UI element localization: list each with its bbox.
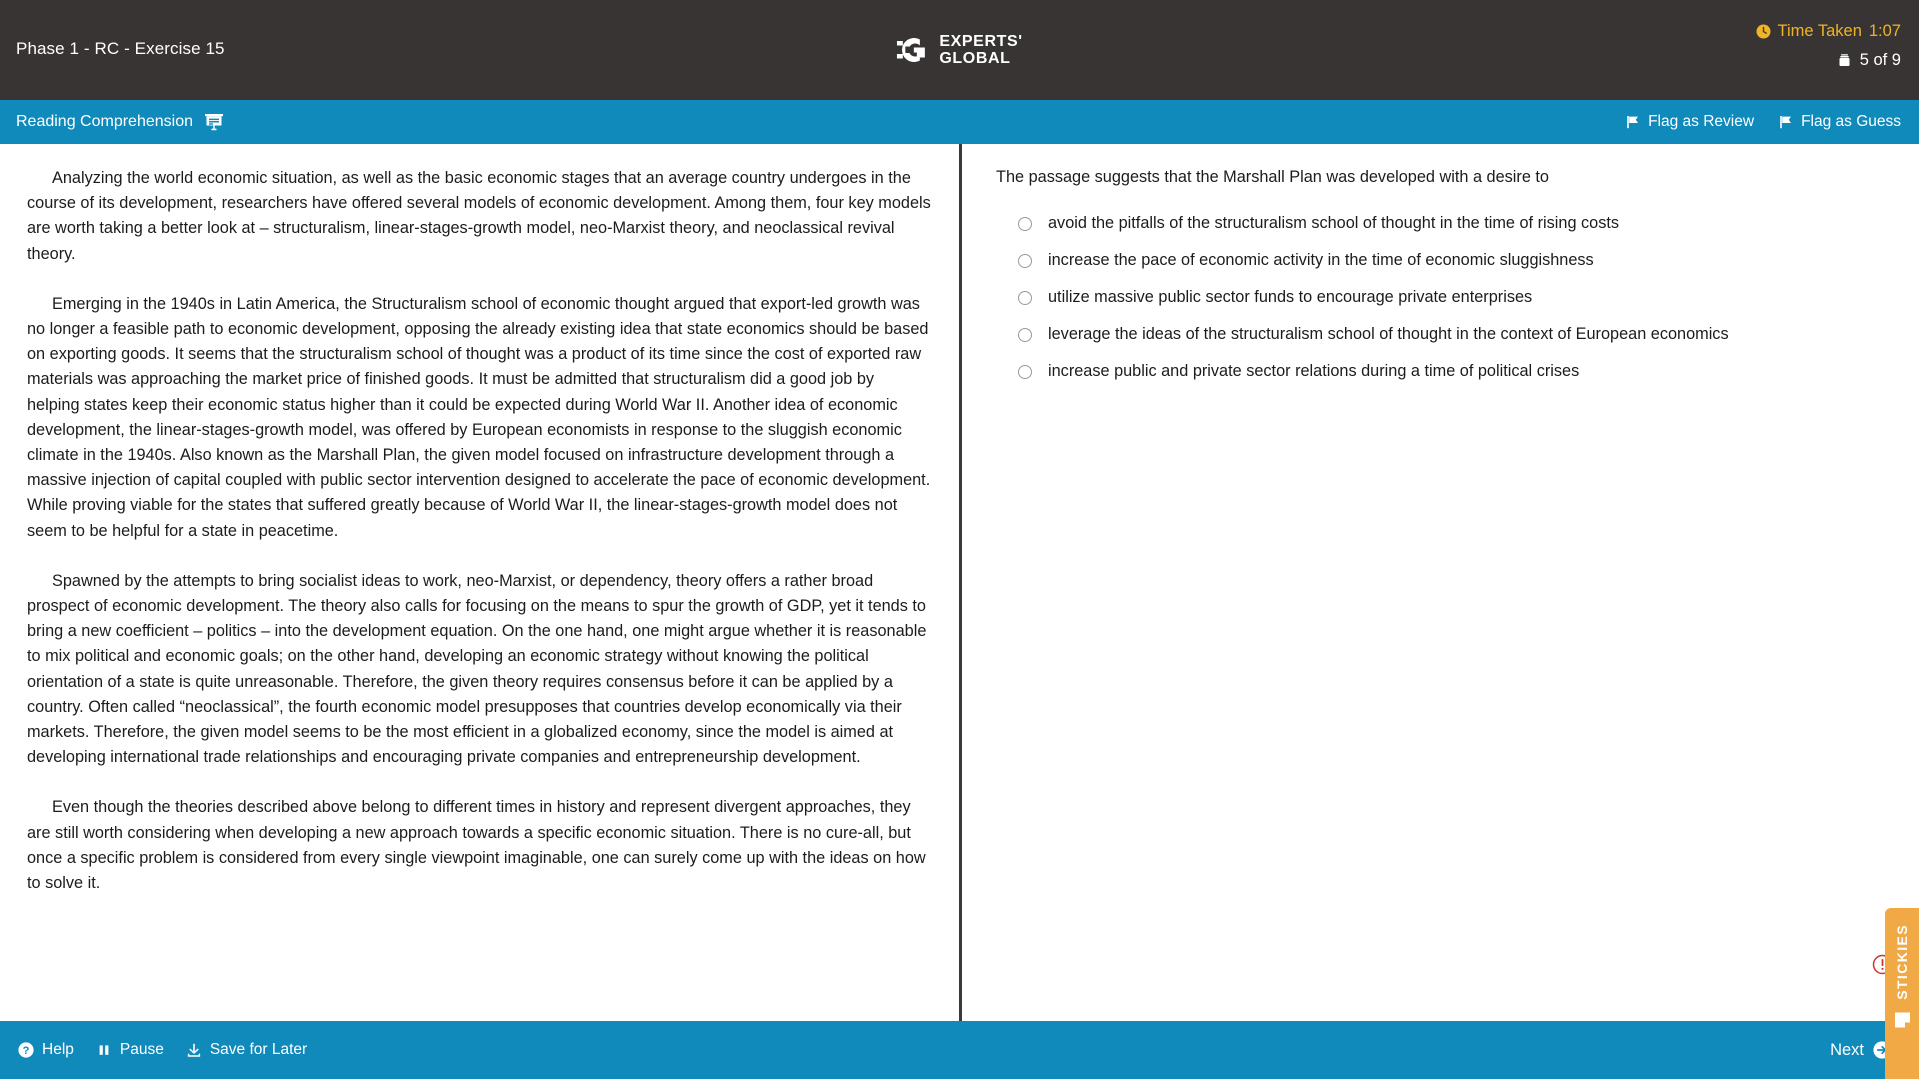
download-icon	[186, 1042, 202, 1058]
answer-option-label: increase the pace of economic activity in the time of economic sluggishness	[1048, 251, 1594, 269]
stickies-tab[interactable]	[1885, 908, 1919, 1079]
passage-paragraph: Spawned by the attempts to bring socialist ideas to work, neo-Marxist, or dependency, theory offers a rather broad prospect of economic development. The theory also calls for focusing on the means to spur the growth of GDP, yet it tends to bring a new coefficient – politics – into the development equation. On the one hand, one might argue whether it is reasonable to mix political and economic goals; on the other hand, developing an economic strategy without knowing the political orientation of a state is quite unreasonable. Therefore, the given theory requires consensus before it can be applied by a country. Often called “neoclassical”, the fourth economic model presupposes that countries develop economically via their markets. Therefore, the given model seems to be the most efficient in a globalized economy, since the model is aimed at developing international trade relationships and encouraging private companies and entrepreneurship development.	[27, 571, 927, 767]
brand-logo	[896, 33, 1022, 67]
radio-button[interactable]	[1018, 328, 1032, 342]
brand-line-2: GLOBAL	[939, 50, 1011, 67]
save-for-later-label: Save for Later	[209, 1041, 308, 1058]
radio-button[interactable]	[1018, 217, 1032, 231]
sticky-note-icon	[1893, 1010, 1912, 1029]
brand-line-1: EXPERTS'	[939, 33, 1023, 50]
flag-icon	[1779, 115, 1793, 129]
answer-option-label: utilize massive public sector funds to encourage private enterprises	[1048, 288, 1533, 306]
radio-button[interactable]	[1018, 291, 1032, 305]
passage-pane	[0, 144, 959, 1021]
help-label: Help	[42, 1041, 74, 1058]
svg-text:?: ?	[22, 1045, 30, 1057]
question-counter-value: 5 of 9	[1859, 51, 1901, 69]
presentation-board-icon[interactable]	[204, 113, 224, 131]
pause-icon	[96, 1042, 112, 1058]
flag-as-review-label: Flag as Review	[1648, 113, 1755, 130]
flag-as-review-button[interactable]	[1626, 113, 1754, 131]
pause-label: Pause	[119, 1041, 164, 1058]
experts-global-logo-icon	[896, 33, 930, 67]
clock-icon	[1756, 24, 1771, 39]
passage-paragraph: Even though the theories described above belong to different times in history and represent divergent approaches, they are still worth considering when developing a new approach towards a specific economic situation. There is no cure-all, but once a specific problem is considered from every single viewpoint imaginable, one can surely come up with the ideas on how to solve it.	[27, 798, 926, 893]
answer-option[interactable]	[996, 322, 1889, 347]
flag-as-guess-label: Flag as Guess	[1801, 113, 1901, 130]
flag-as-guess-button[interactable]	[1779, 113, 1901, 131]
section-identity	[16, 113, 224, 131]
section-label: Reading Comprehension	[16, 113, 193, 130]
flag-actions	[1626, 113, 1901, 131]
answer-options-list	[996, 211, 1889, 384]
passage-paragraph: Analyzing the world economic situation, as well as the basic economic stages that an average country undergoes in the course of its development, researchers have offered several models of economic development. Among them, four key models are worth taking a better look at – structuralism, linear-stages-growth model, neo-Marxist theory, and neoclassical revival theory.	[27, 169, 931, 263]
stickies-label: STICKIES	[1894, 924, 1910, 1000]
answer-option-label: increase public and private sector relations during a time of political crises	[1048, 362, 1580, 380]
answer-option[interactable]	[996, 248, 1889, 273]
bottom-bar	[0, 1021, 1919, 1079]
timer-panel	[1756, 22, 1902, 70]
help-button[interactable]	[18, 1041, 74, 1059]
answer-option[interactable]	[996, 211, 1889, 236]
save-for-later-button[interactable]	[186, 1041, 307, 1059]
question-counter	[1756, 51, 1902, 70]
next-label: Next	[1830, 1040, 1864, 1059]
time-taken-value: 1:07	[1868, 22, 1901, 40]
time-taken	[1756, 22, 1902, 41]
brand-wordmark	[939, 33, 1022, 67]
radio-button[interactable]	[1018, 365, 1032, 379]
answer-option[interactable]	[996, 359, 1889, 384]
passage-paragraph: Emerging in the 1940s in Latin America, the Structuralism school of economic thought argued that export-led growth was no longer a feasible path to economic development, opposing the already existing idea that state economics should be based on exporting goods. It seems that the structuralism school of thought was a product of its time since the cost of exported raw materials was approaching the market price of finished goods. It must be admitted that structuralism did a good job by helping states keep their economic status higher than it could be expected during World War II. Another idea of economic development, the linear-stages-growth model, was offered by European economists in response to the sluggish economic climate in the 1940s. Also known as the Marshall Plan, the given model focused on infrastructure development through a massive injection of capital coupled with public sector intervention designed to accelerate the pace of economic development. While proving viable for the states that suffered greatly because of World War II, the linear-stages-growth model does not seem to be helpful for a state in peacetime.	[27, 294, 931, 540]
radio-button[interactable]	[1018, 254, 1032, 268]
pause-button[interactable]	[96, 1041, 164, 1059]
top-header	[0, 0, 1919, 100]
section-bar	[0, 100, 1919, 144]
main-content	[0, 144, 1919, 1021]
answer-option-label: avoid the pitfalls of the structuralism school of thought in the time of rising costs	[1048, 214, 1620, 232]
help-circle-icon	[18, 1042, 34, 1058]
answer-option[interactable]	[996, 285, 1889, 310]
question-stem: The passage suggests that the Marshall Plan was developed with a desire to	[996, 168, 1549, 186]
stack-icon	[1837, 53, 1852, 68]
time-taken-label: Time Taken	[1777, 22, 1862, 40]
flag-icon	[1626, 115, 1640, 129]
answer-option-label: leverage the ideas of the structuralism school of thought in the context of European economics	[1048, 325, 1729, 343]
bottom-bar-actions	[18, 1041, 307, 1059]
exercise-title: Phase 1 - RC - Exercise 15	[16, 39, 225, 58]
question-pane	[962, 144, 1919, 1021]
